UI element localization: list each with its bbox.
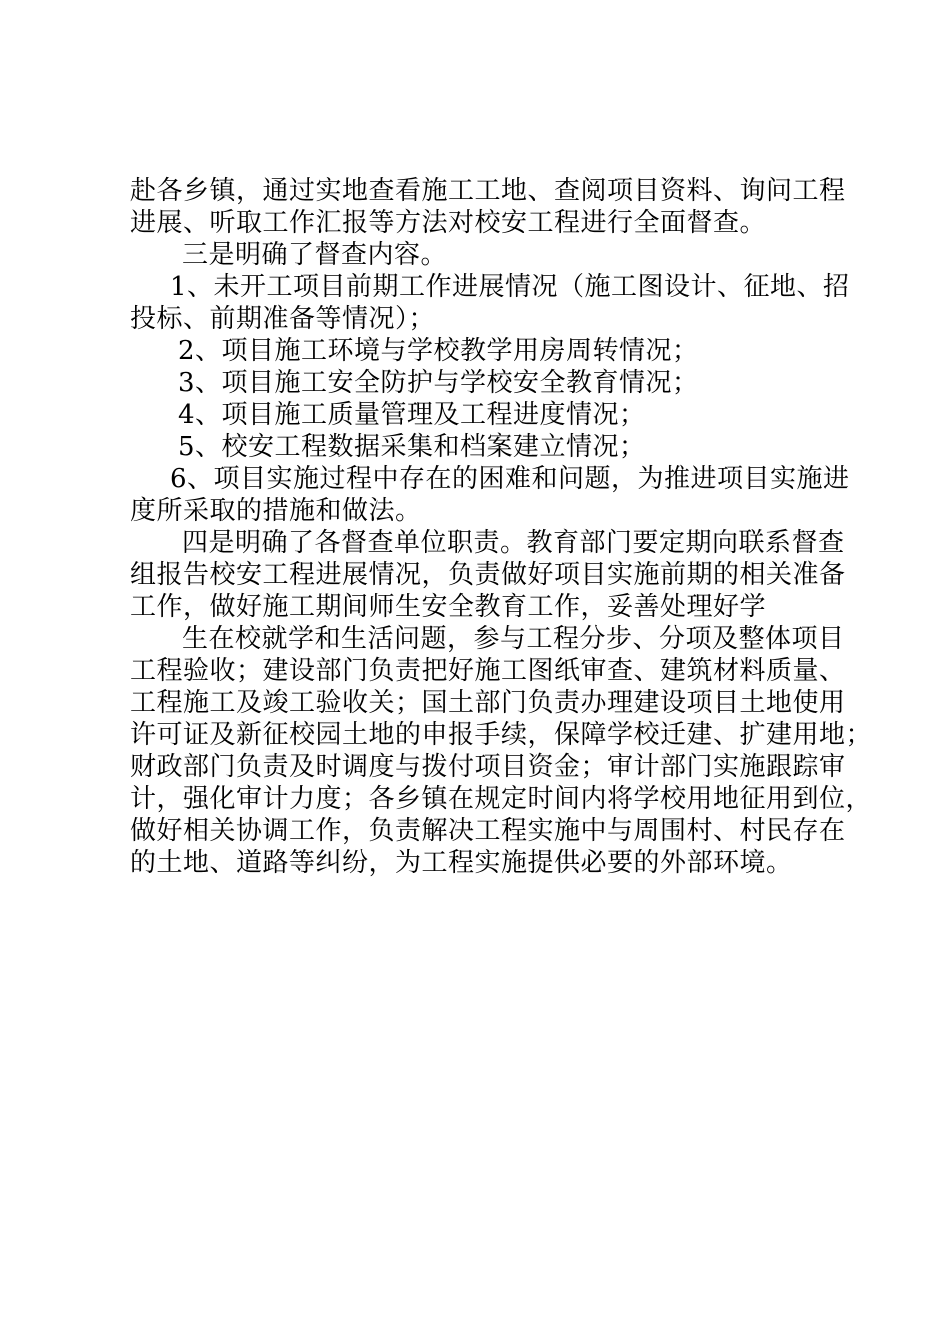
document-body xyxy=(130,175,873,879)
list-item: 2、项目施工环境与学校教学用房周转情况； xyxy=(178,336,699,366)
text-line: 工程施工及竣工验收关；国土部门负责办理建设项目土地使用 xyxy=(130,688,846,718)
text-line: 工程验收；建设部门负责把好施工图纸审查、建筑材料质量、 xyxy=(130,656,846,686)
text-line: 生在校就学和生活问题，参与工程分步、分项及整体项目 xyxy=(182,624,845,654)
text-line: 许可证及新征校园土地的申报手续，保障学校迁建、扩建用地； xyxy=(130,720,873,750)
text-line: 投标、前期准备等情况）； xyxy=(130,304,436,334)
section-heading: 三是明确了督查内容。 xyxy=(182,240,448,270)
text-line: 度所采取的措施和做法。 xyxy=(130,496,422,526)
list-item: 5、校安工程数据采集和档案建立情况； xyxy=(178,432,646,462)
text-line: 赴各乡镇，通过实地查看施工工地、查阅项目资料、询问工程 xyxy=(130,176,846,206)
text-line: 组报告校安工程进展情况，负责做好项目实施前期的相关准备 xyxy=(130,560,846,590)
list-item: 3、项目施工安全防护与学校安全教育情况； xyxy=(178,368,699,398)
list-item: 6、项目实施过程中存在的困难和问题，为推进项目实施进 xyxy=(170,464,850,494)
list-item: 4、项目施工质量管理及工程进度情况； xyxy=(178,400,646,430)
text-line: 财政部门负责及时调度与拨付项目资金；审计部门实施跟踪审 xyxy=(130,752,846,782)
text-line: 工作，做好施工期间师生安全教育工作，妥善处理好学 xyxy=(130,592,767,622)
text-line: 进展、听取工作汇报等方法对校安工程进行全面督查。 xyxy=(130,208,767,238)
text-line: 做好相关协调工作，负责解决工程实施中与周围村、村民存在 xyxy=(130,816,846,846)
section-heading: 四是明确了各督查单位职责。教育部门要定期向联系督查 xyxy=(182,528,845,558)
list-item: 1、未开工项目前期工作进展情况（施工图设计、征地、招 xyxy=(170,272,850,302)
text-line: 计，强化审计力度；各乡镇在规定时间内将学校用地征用到位， xyxy=(130,784,873,814)
text-line: 的土地、道路等纠纷，为工程实施提供必要的外部环境。 xyxy=(130,848,793,878)
